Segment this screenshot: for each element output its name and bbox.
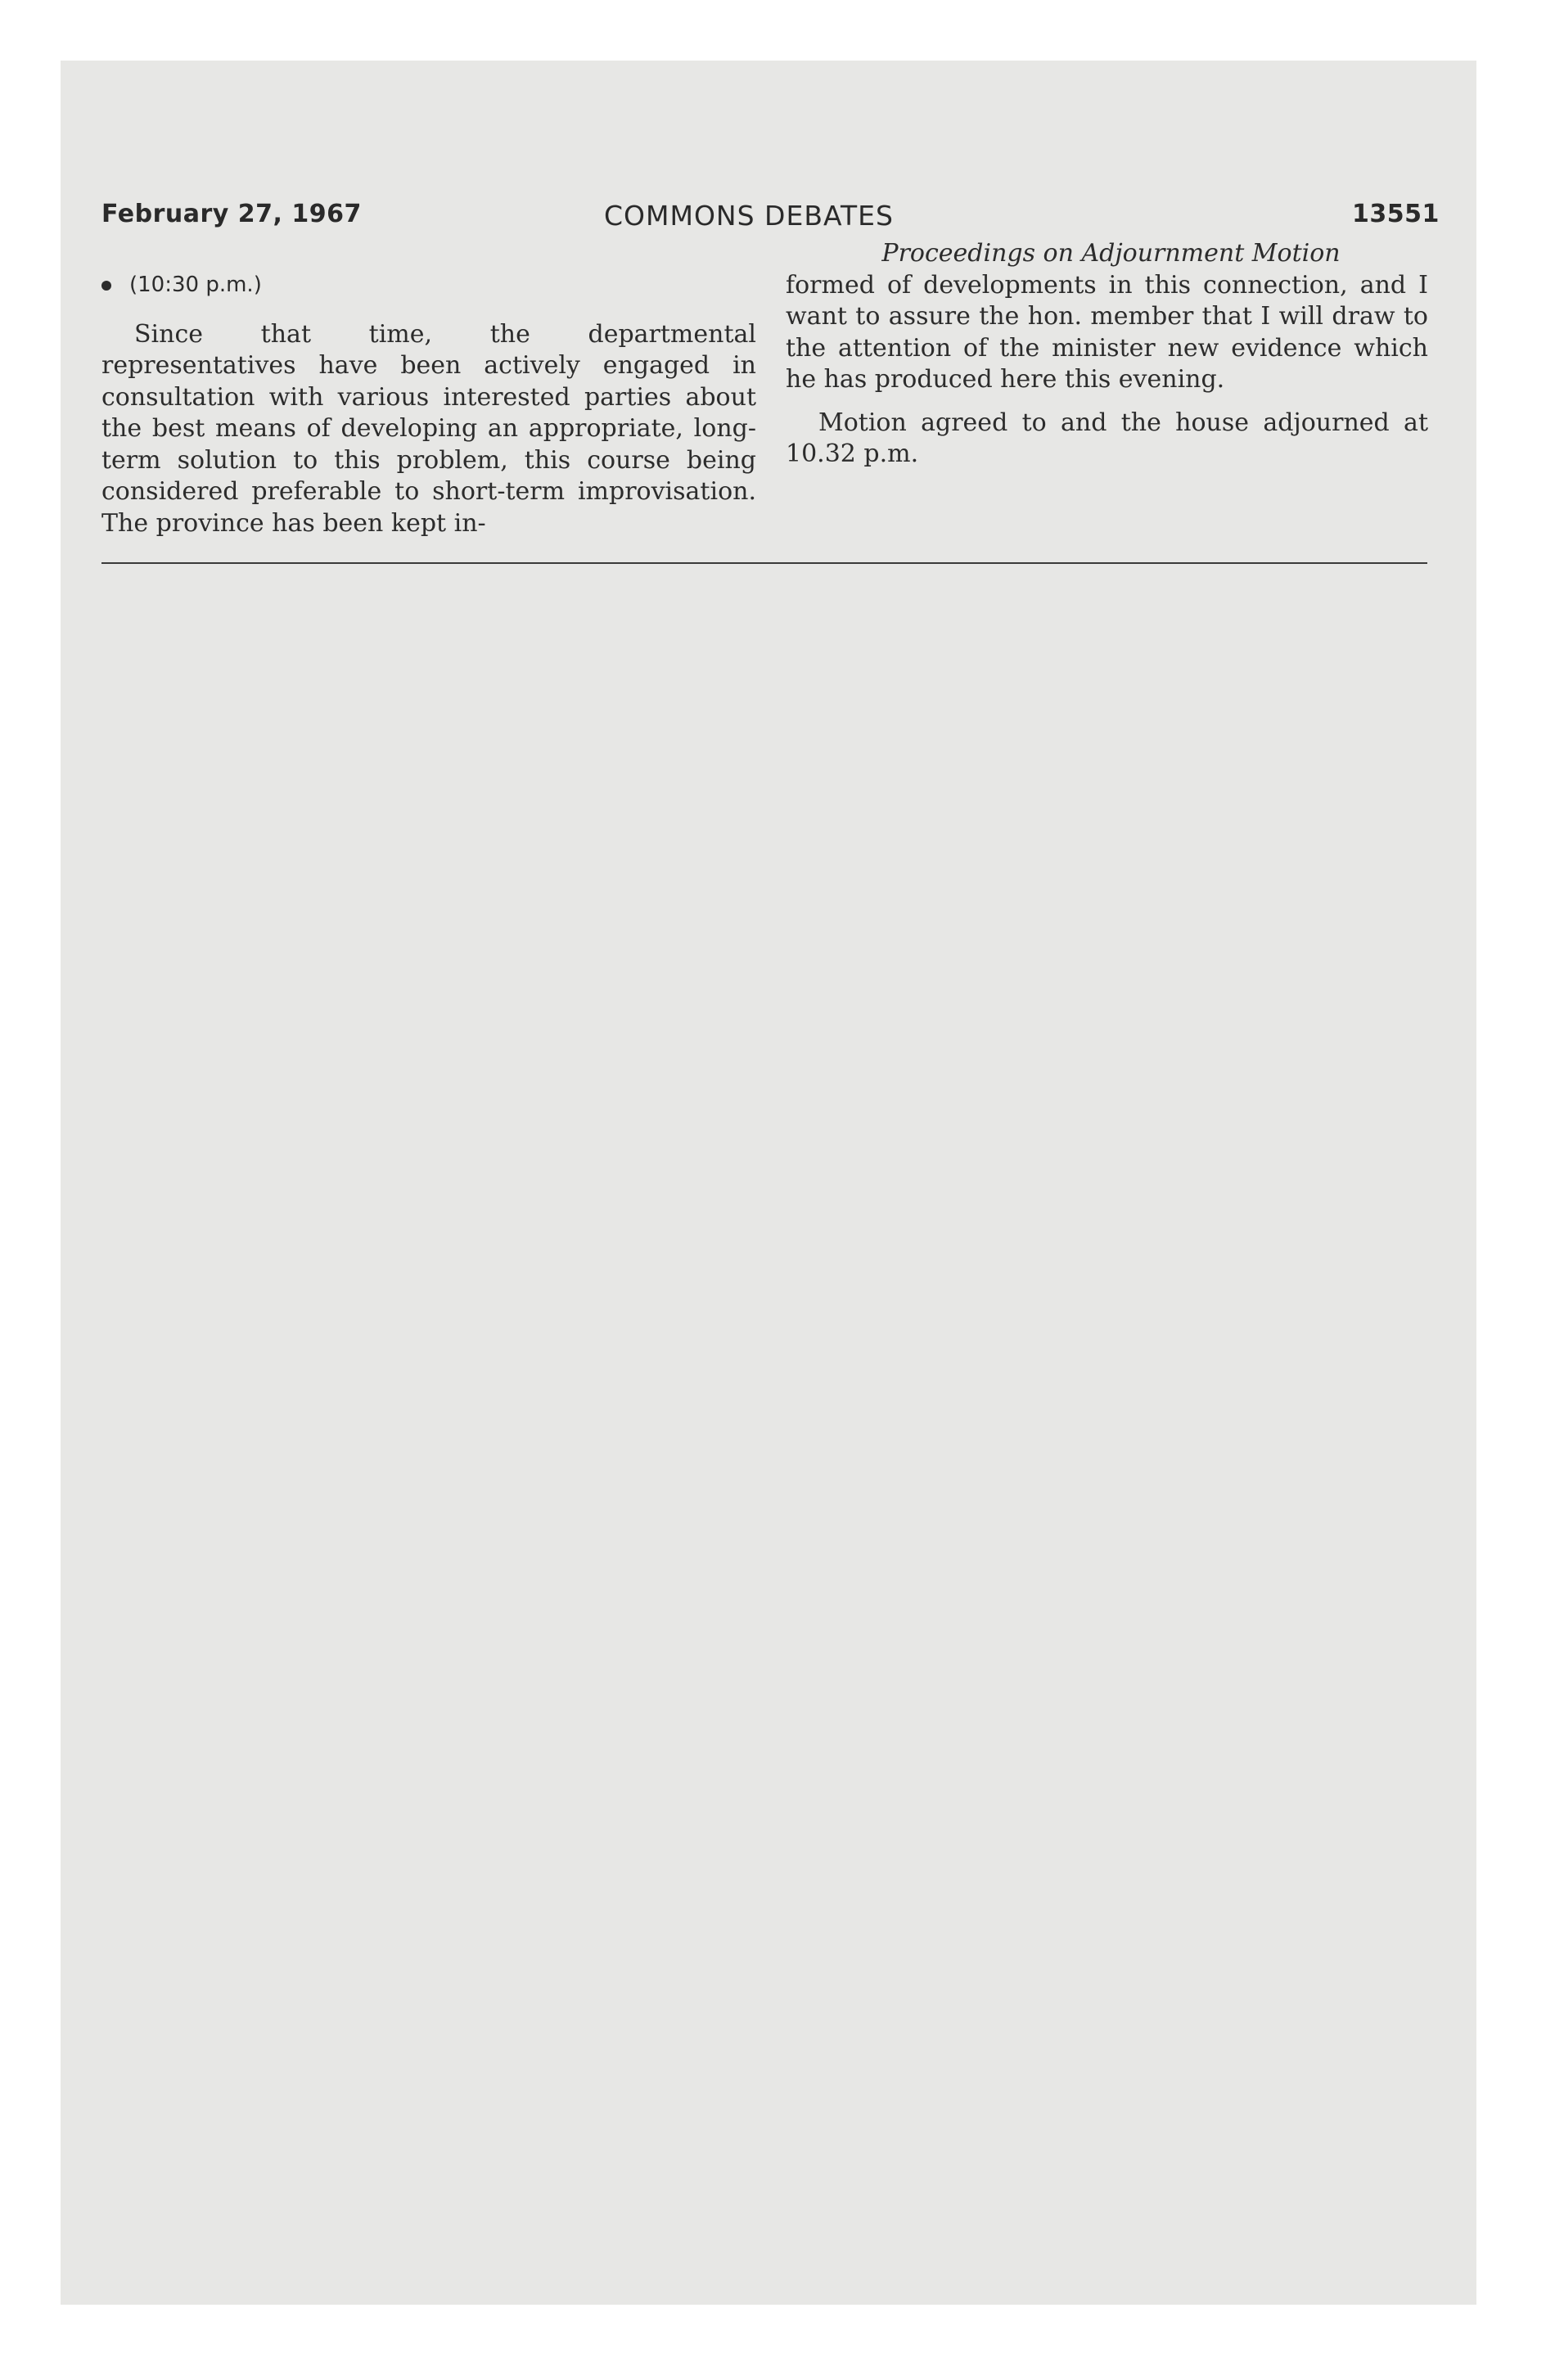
- header-publication: COMMONS DEBATES: [604, 200, 894, 232]
- horizontal-rule: [101, 562, 1427, 564]
- running-head: Proceedings on Adjournment Motion: [881, 239, 1341, 268]
- time-text: (10:30 p.m.): [129, 273, 262, 297]
- right-paragraph-1: formed of developments in this connection, and I want to assure the hon. member that I will draw to the attention of the minister new evidence which he has produced here this evening.: [786, 270, 1428, 394]
- right-column: [786, 238, 1428, 471]
- bullet-icon: [101, 281, 111, 291]
- right-paragraph-2: Motion agreed to and the house adjourned at 10.32 p.m.: [786, 408, 1428, 468]
- left-paragraph: Since that time, the departmental representatives have been actively engaged in consultation with various interested parties about the best means of developing an appropriate, long-term solution to this problem, this course being considered preferable to short-term improvisation. The province has been kept in-: [101, 319, 756, 538]
- header-page-number: 13551: [1352, 200, 1440, 228]
- left-column: [101, 269, 756, 539]
- header-date: February 27, 1967: [101, 200, 362, 228]
- time-marker: [101, 269, 756, 301]
